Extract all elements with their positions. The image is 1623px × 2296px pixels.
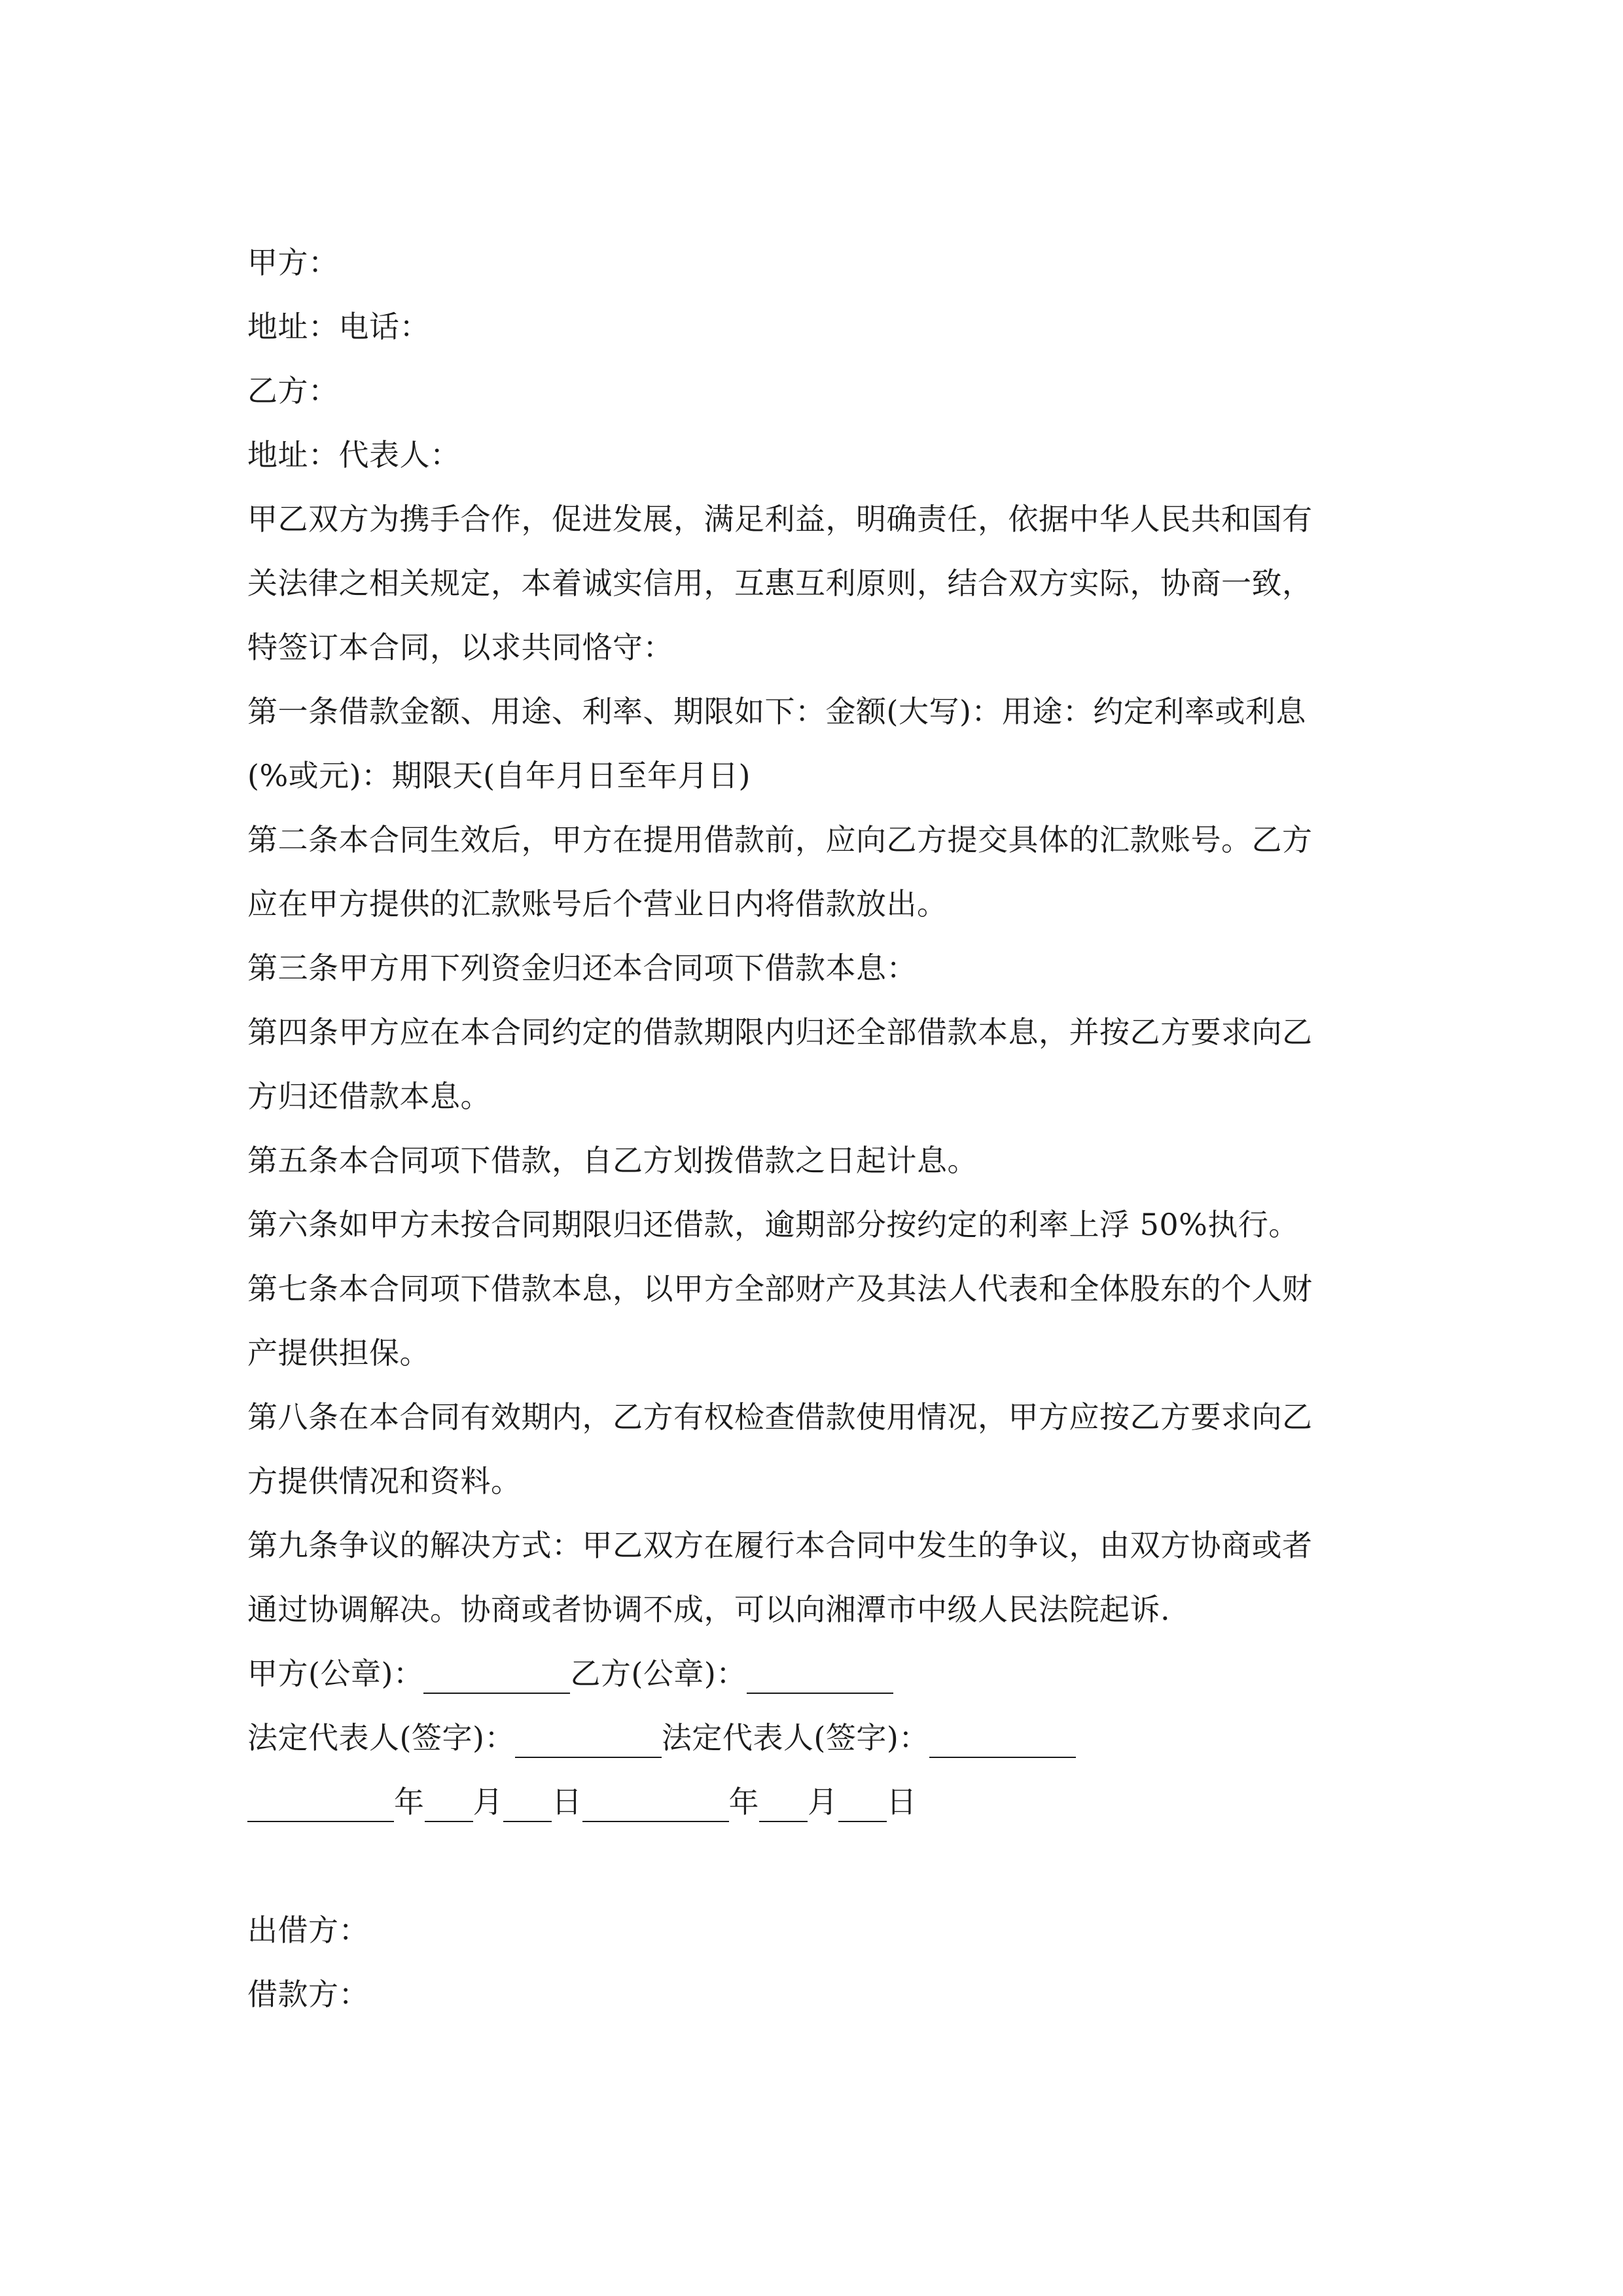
borrower-label: 借款方：: [247, 1977, 369, 2012]
article-7-line-2: 产提供担保。: [247, 1335, 430, 1371]
date-year-blank-1: [247, 1782, 394, 1822]
date-year-blank-2: [582, 1782, 729, 1822]
article-6: 第六条如甲方未按合同期限归还借款，逾期部分按约定的利率上浮 50%执行。: [247, 1207, 1299, 1242]
address-rep-label: 地址：代表人：: [247, 437, 461, 473]
preamble-line-3: 特签订本合同，以求共同恪守：: [247, 630, 673, 665]
lender-label: 出借方：: [247, 1912, 369, 1948]
address-phone-label: 地址：电话：: [247, 309, 430, 344]
month-label-1: 月: [473, 1784, 503, 1820]
party-b-seal-label: 乙方(公章)：: [570, 1656, 747, 1691]
rep-sign-blank-2: [929, 1717, 1076, 1758]
article-8-line-2: 方提供情况和资料。: [247, 1463, 522, 1499]
article-8-line-1: 第八条在本合同有效期内，乙方有权检查借款使用情况，甲方应按乙方要求向乙: [247, 1399, 1313, 1435]
party-a-seal-label: 甲方(公章)：: [247, 1656, 424, 1691]
date-day-blank-2: [838, 1782, 887, 1822]
party-a-seal-blank: [423, 1653, 570, 1694]
article-1-line-2: (%或元)：期限天(自年月日至年月日): [247, 758, 751, 793]
rep-sign-label-1: 法定代表人(签字)：: [247, 1720, 515, 1755]
date-month-blank-1: [425, 1782, 473, 1822]
article-1-line-1: 第一条借款金额、用途、利率、期限如下：金额(大写)：用途：约定利率或利息: [247, 694, 1306, 729]
year-label-1: 年: [394, 1784, 425, 1820]
date-line: [247, 1770, 1412, 1834]
article-7-line-1: 第七条本合同项下借款本息，以甲方全部财产及其法人代表和全体股东的个人财: [247, 1271, 1313, 1306]
preamble-line-1: 甲乙双方为携手合作，促进发展，满足利益，明确责任，依据中华人民共和国有: [247, 501, 1313, 537]
day-label-1: 日: [552, 1784, 582, 1820]
contract-body: [247, 230, 1412, 2026]
date-day-blank-1: [503, 1782, 552, 1822]
party-b-label: 乙方：: [247, 373, 339, 408]
article-2-line-1: 第二条本合同生效后，甲方在提用借款前，应向乙方提交具体的汇款账号。乙方: [247, 822, 1313, 857]
article-4-line-2: 方归还借款本息。: [247, 1079, 491, 1114]
article-3: 第三条甲方用下列资金归还本合同项下借款本息：: [247, 950, 917, 986]
rep-sign-blank-1: [515, 1717, 662, 1758]
spacer: [247, 1834, 1412, 1898]
article-5: 第五条本合同项下借款，自乙方划拨借款之日起计息。: [247, 1143, 978, 1178]
year-label-2: 年: [728, 1784, 759, 1820]
party-b-seal-blank: [747, 1653, 893, 1694]
article-9-line-1: 第九条争议的解决方式：甲乙双方在履行本合同中发生的争议，由双方协商或者: [247, 1528, 1313, 1563]
seal-line: [247, 1641, 1412, 1706]
rep-sign-label-2: 法定代表人(签字)：: [661, 1720, 929, 1755]
day-label-2: 日: [886, 1784, 917, 1820]
article-2-line-2: 应在甲方提供的汇款账号后个营业日内将借款放出。: [247, 886, 948, 922]
month-label-2: 月: [808, 1784, 838, 1820]
rep-sign-line: [247, 1706, 1412, 1770]
article-9-line-2: 通过协调解决。协商或者协调不成，可以向湘潭市中级人民法院起诉.: [247, 1592, 1171, 1627]
date-month-blank-2: [759, 1782, 808, 1822]
preamble-line-2: 关法律之相关规定，本着诚实信用，互惠互利原则，结合双方实际，协商一致，: [247, 565, 1313, 601]
article-4-line-1: 第四条甲方应在本合同约定的借款期限内归还全部借款本息，并按乙方要求向乙: [247, 1014, 1313, 1050]
party-a-label: 甲方：: [247, 245, 339, 280]
